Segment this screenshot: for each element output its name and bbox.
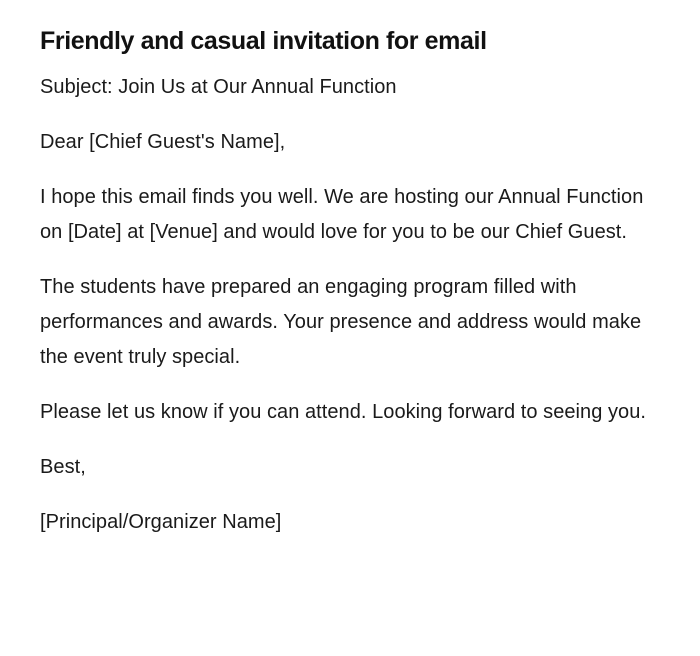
body-paragraph-intro: I hope this email finds you well. We are hosting our Annual Function on [Date] at [Venue] and would love for you to be our Chief Guest.: [40, 186, 644, 243]
body-paragraph-program: The students have prepared an engaging program filled with performances and awards. Your presence and address would make the event truly special.: [40, 276, 642, 368]
email-invitation-document: [40, 24, 660, 540]
body-paragraph-request: Please let us know if you can attend. Looking forward to seeing you.: [40, 401, 646, 423]
email-closing: Best,: [40, 456, 86, 478]
email-signature: [Principal/Organizer Name]: [40, 511, 282, 533]
email-subject-line: Subject: Join Us at Our Annual Function: [40, 76, 397, 98]
email-greeting: Dear [Chief Guest's Name],: [40, 131, 286, 153]
document-title: Friendly and casual invitation for email: [40, 27, 487, 55]
